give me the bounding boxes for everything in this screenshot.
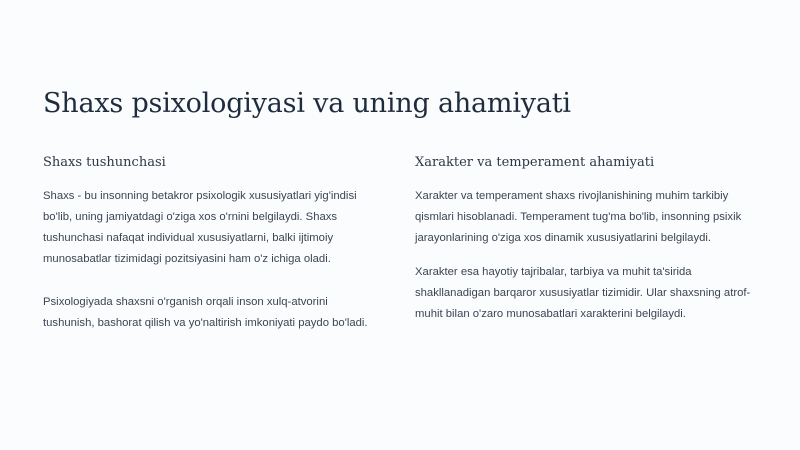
right-column [415, 155, 760, 325]
left-heading: Shaxs tushunchasi [43, 155, 166, 170]
right-paragraph-1: Xarakter va temperament shaxs rivojlanishining muhim tarkibiy qismlari hisoblanadi. Temperament tug'ma bo'lib, insonning psixik jarayonlarining o'ziga xos dinamik xususiyatlarini belgilaydi. [415, 190, 742, 244]
right-heading: Xarakter va temperament ahamiyati [415, 155, 655, 170]
left-column [43, 155, 373, 334]
slide-title: Shaxs psixologiyasi va uning ahamiyati [43, 88, 571, 119]
right-paragraph-2: Xarakter esa hayotiy tajribalar, tarbiya va muhit ta'sirida shakllanadigan barqaror xususiyatlar tizimidir. Ular shaxsning atrof-muhit bilan o'zaro munosabatlari xarakterini belgilaydi. [415, 266, 751, 320]
left-paragraph-2: Psixologiyada shaxsni o'rganish orqali inson xulq-atvorini tushunish, bashorat qilish va yo'naltirish imkoniyati paydo bo'ladi. [43, 296, 368, 329]
left-paragraph-1: Shaxs - bu insonning betakror psixologik xususiyatlari yig'indisi bo'lib, uning jamiyatdagi o'ziga xos o'rnini belgilaydi. Shaxs tushunchasi nafaqat individual xususiyatlarni, balki ijtimoiy munosabatlar tizimidagi pozitsiyasini ham o'z ichiga oladi. [43, 190, 357, 265]
